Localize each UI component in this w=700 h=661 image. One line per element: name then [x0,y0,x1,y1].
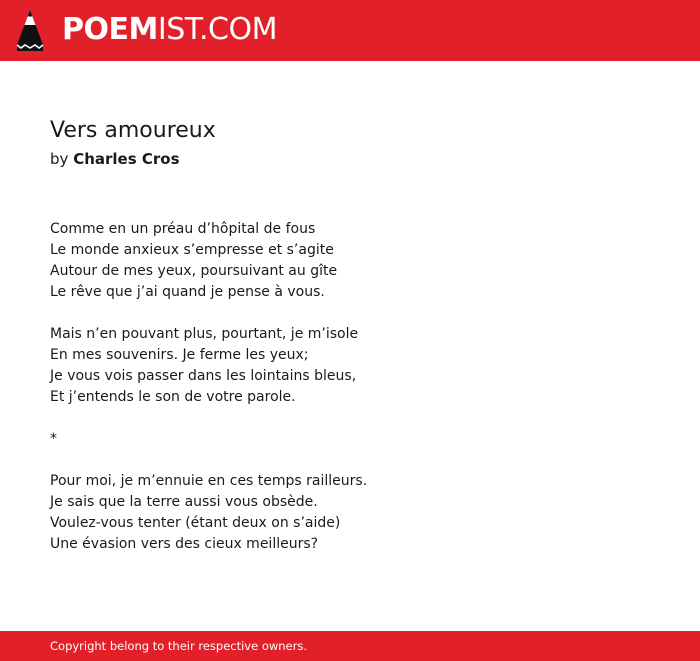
logo-bold-text: POEM [62,12,158,47]
copyright-text: Copyright belong to their respective owners. [50,639,308,653]
site-header [0,0,700,61]
poem-line: Voulez-vous tenter (étant deux on s’aide) [50,515,341,531]
stanza [50,219,367,303]
poem-line: Le rêve que j’ai quand je pense à vous. [50,284,325,300]
site-footer [0,631,700,661]
stanza-separator [50,429,367,450]
poem-line: Pour moi, je m’ennuie en ces temps railleurs. [50,473,368,489]
poem-body [50,219,367,576]
poem-line: Mais n’en pouvant plus, pourtant, je m’isole [50,326,359,342]
poem-line: Le monde anxieux s’empresse et s’agite [50,242,334,258]
poem-title: Vers amoureux [50,118,216,143]
poem-line: Je sais que la terre aussi vous obsède. [50,494,318,510]
poem-line: Une évasion vers des cieux meilleurs? [50,536,319,552]
poem-separator: * [50,431,57,447]
poem-line: Et j’entends le son de votre parole. [50,389,296,405]
site-logo[interactable] [62,11,277,49]
poem-line: Je vous vois passer dans les lointains bleus, [50,368,357,384]
stanza [50,324,367,408]
logo-light-text: IST.COM [157,12,277,47]
poem-line: Autour de mes yeux, poursuivant au gîte [50,263,338,279]
pencil-icon[interactable] [16,9,44,52]
poem-author: Charles Cros [73,150,180,168]
by-label: by [50,150,69,168]
poem-line: En mes souvenirs. Je ferme les yeux; [50,347,309,363]
poem-line: Comme en un préau d’hôpital de fous [50,221,316,237]
poem-byline [50,149,180,169]
stanza [50,471,367,555]
